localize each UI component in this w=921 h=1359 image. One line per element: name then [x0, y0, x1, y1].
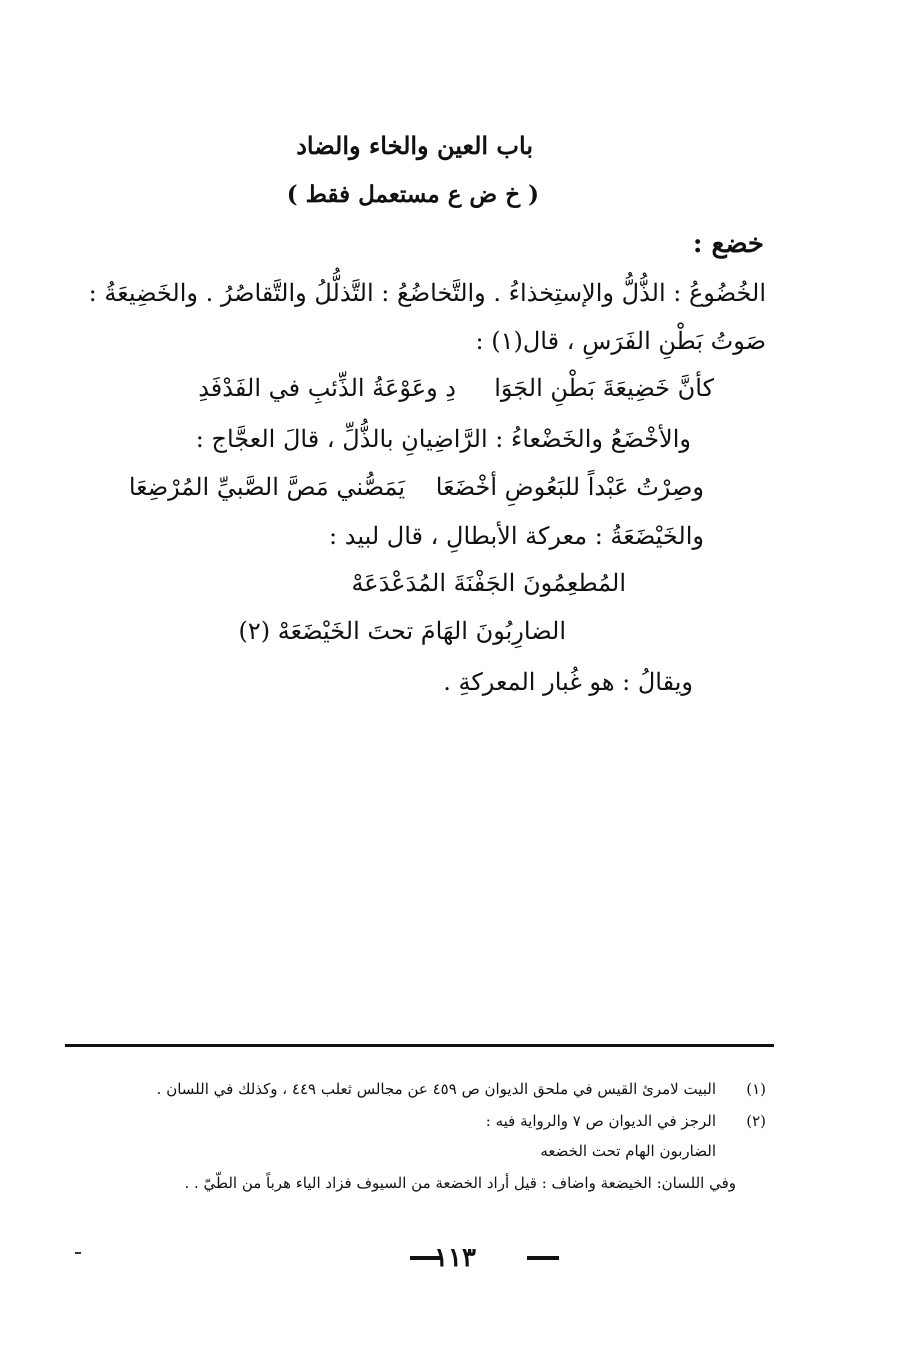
text-line-1: الخُضُوعُ : الذُّلُّ والإستِخذاءُ . والتَّخاضُعُ : التَّذلُّلُ والتَّقاصُرُ . والخَضِيعَةُ : [88, 279, 766, 307]
footnote-2-verse: الضاربون الهام تحت الخضعه [540, 1142, 716, 1160]
footnote-1-text: البيت لامرئ القيس في ملحق الديوان ص ٤٥٩ عن مجالس ثعلب ٤٤٩ ، وكذلك في اللسان . [156, 1080, 716, 1098]
footnote-divider [65, 1044, 774, 1047]
verse-1-first-hemistich: كأنَّ خَضِيعَةَ بَطْنِ الجَوَا [494, 374, 714, 402]
text-line-4: والخَيْضَعَةُ : معركة الأبطالِ ، قال لبيد : [329, 522, 704, 550]
entry-headword: خضع : [692, 229, 764, 259]
verse-2-first-hemistich: وصِرْتُ عَبْداً للبَعُوضِ أخْضَعَا [435, 473, 704, 501]
verse-1-second-hemistich: دِ وعَوْعَةُ الذِّئبِ في الفَدْفَدِ [198, 374, 456, 402]
footnote-2-continuation: وفي اللسان: الخيضعة واضاف : قيل أراد الخضعة من السيوف فزاد الياء هرباً من الطّيّ . . [184, 1174, 736, 1192]
footnote-2-number: (٢) [746, 1112, 766, 1130]
verse-3: المُطعِمُونَ الجَفْنَةَ المُدَعْدَعَهْ [351, 569, 626, 597]
text-line-3: والأخْضَعُ والخَضْعاءُ : الرَّاضِيانِ بالذُّلِّ ، قالَ العجَّاج : [195, 425, 691, 453]
chapter-subtitle: ( خ ض ع مستعمل فقط ) [286, 181, 539, 208]
verse-2-second-hemistich: يَمَصُّني مَصَّ الصَّبيِّ المُرْضِعَا [128, 473, 405, 501]
scan-speck [75, 1252, 81, 1254]
page-number-dash-right [527, 1256, 559, 1260]
text-line-5: ويقالُ : هو غُبار المعركةِ . [443, 668, 693, 696]
page-number: ١١٣ [434, 1243, 476, 1273]
chapter-title: باب العين والخاء والضاد [296, 131, 533, 160]
footnote-1-number: (١) [746, 1080, 766, 1098]
verse-4: الضارِبُونَ الهَامَ تحتَ الخَيْضَعَهْ (٢) [238, 617, 566, 645]
footnote-2-text: الرجز في الديوان ص ٧ والرواية فيه : [485, 1112, 716, 1130]
text-line-2: صَوتُ بَطْنِ الفَرَسِ ، قال(١) : [475, 327, 766, 355]
